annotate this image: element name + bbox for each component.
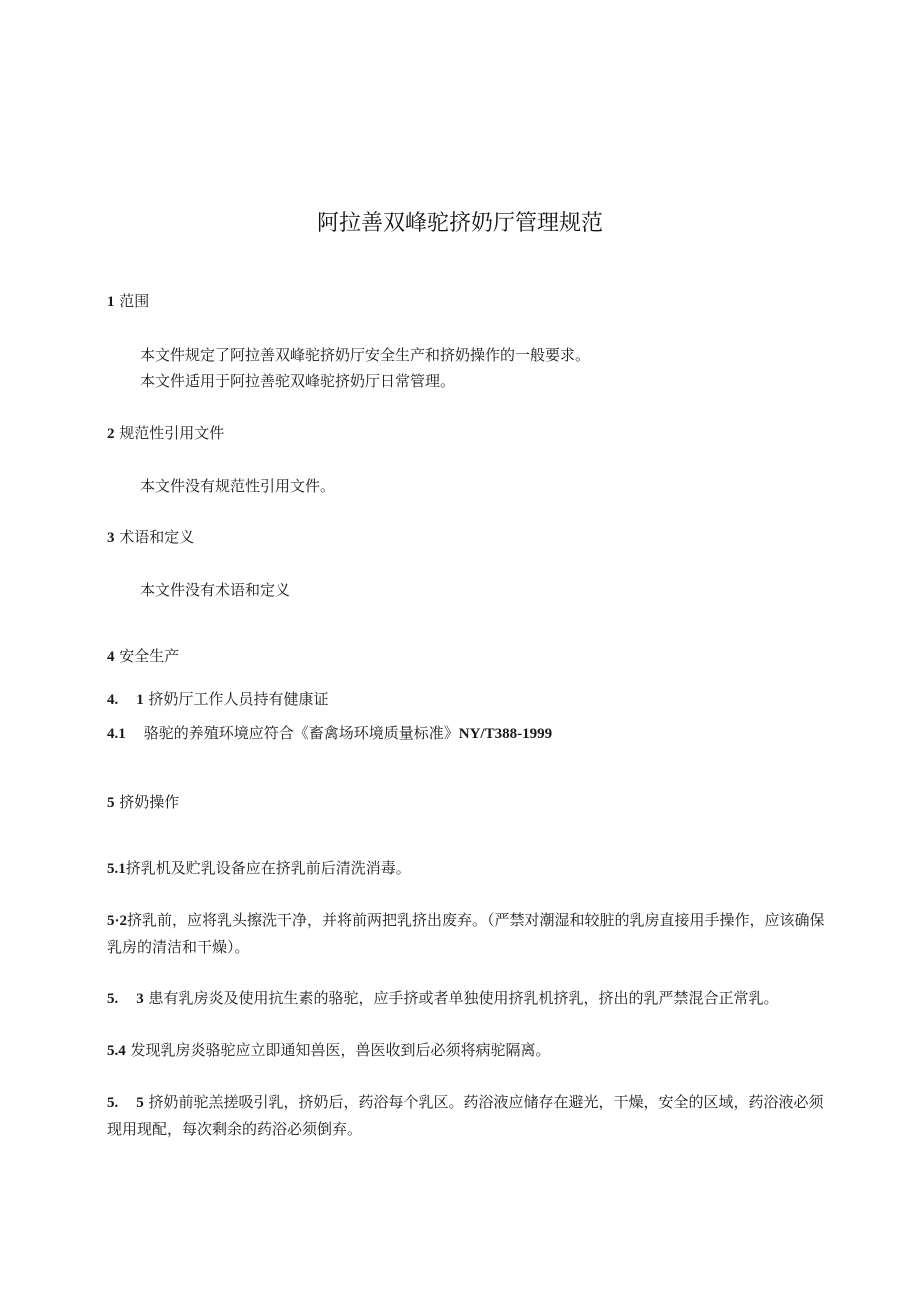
clause-4-1-environment <box>107 720 552 747</box>
clause-text: 患有乳房炎及使用抗生素的骆驼，应手挤或者单独使用挤乳机挤乳，挤出的乳严禁混合正常乳。 <box>148 989 779 1007</box>
section-title: 术语和定义 <box>119 528 195 546</box>
clause-number-sub: 3 <box>136 991 144 1007</box>
clause-number: 5.4 <box>107 1043 126 1059</box>
clause-number-sub: 5 <box>136 1095 144 1111</box>
clause-5-4 <box>107 1037 551 1064</box>
clause-number: 4. <box>107 692 119 708</box>
section-number: 5 <box>107 795 115 811</box>
clause-5-5 <box>107 1089 829 1142</box>
section-number: 3 <box>107 530 115 546</box>
section-number: 1 <box>107 294 115 310</box>
clause-number: 5. <box>107 1095 119 1111</box>
section-1-heading <box>107 288 149 315</box>
section-5-heading <box>107 789 179 816</box>
clause-text: 骆驼的养殖环境应符合《畜禽场环境质量标准》 <box>143 724 459 742</box>
clause-5-2 <box>107 907 829 960</box>
section-4-heading <box>107 643 179 670</box>
clause-text: 挤奶前驼羔搓吸引乳，挤奶后，药浴每个乳区。药浴液应储存在避光，干燥，安全的区域，药浴液必须现用现配，每次剩余的药浴必须倒弃。 <box>107 1093 824 1138</box>
section-title: 规范性引用文件 <box>119 424 225 442</box>
document-title: 阿拉善双峰驼挤奶厅管理规范 <box>316 211 603 236</box>
section-number: 4 <box>107 649 115 665</box>
section-1-paragraph-1: 本文件规定了阿拉善双峰驼挤奶厅安全生产和挤奶操作的一般要求。 <box>140 346 591 364</box>
clause-text: 挤乳前，应将乳头擦洗干净，并将前两把乳挤出废弃。（严禁对潮湿和较脏的乳房直接用手操作，应该确保乳房的清洁和干燥）。 <box>107 911 825 956</box>
clause-text: 挤乳机及贮乳设备应在挤乳前后清洗消毒。 <box>125 859 411 877</box>
section-number: 2 <box>107 426 115 442</box>
clause-4-1-health <box>107 686 329 713</box>
section-3-paragraph-1: 本文件没有术语和定义 <box>140 581 291 599</box>
clause-5-3 <box>107 985 779 1012</box>
clause-text: 发现乳房炎骆驼应立即通知兽医，兽医收到后必须将病驼隔离。 <box>130 1041 551 1059</box>
clause-number: 5. <box>107 991 119 1007</box>
section-1-paragraph-2: 本文件适用于阿拉善驼双峰驼挤奶厅日常管理。 <box>140 372 456 390</box>
section-title: 范围 <box>119 292 150 310</box>
standard-code: NY/T388-1999 <box>458 726 553 742</box>
section-3-heading <box>107 524 194 551</box>
section-2-paragraph-1: 本文件没有规范性引用文件。 <box>140 477 336 495</box>
clause-5-1 <box>107 855 411 882</box>
clause-number: 5·2 <box>107 913 128 929</box>
clause-text: 挤奶厅工作人员持有健康证 <box>148 690 329 708</box>
section-title: 安全生产 <box>119 647 180 665</box>
section-2-heading <box>107 420 224 447</box>
clause-number: 5.1 <box>107 861 126 877</box>
clause-number: 4.1 <box>107 726 126 742</box>
section-title: 挤奶操作 <box>119 793 180 811</box>
clause-number-sub: 1 <box>136 692 144 708</box>
